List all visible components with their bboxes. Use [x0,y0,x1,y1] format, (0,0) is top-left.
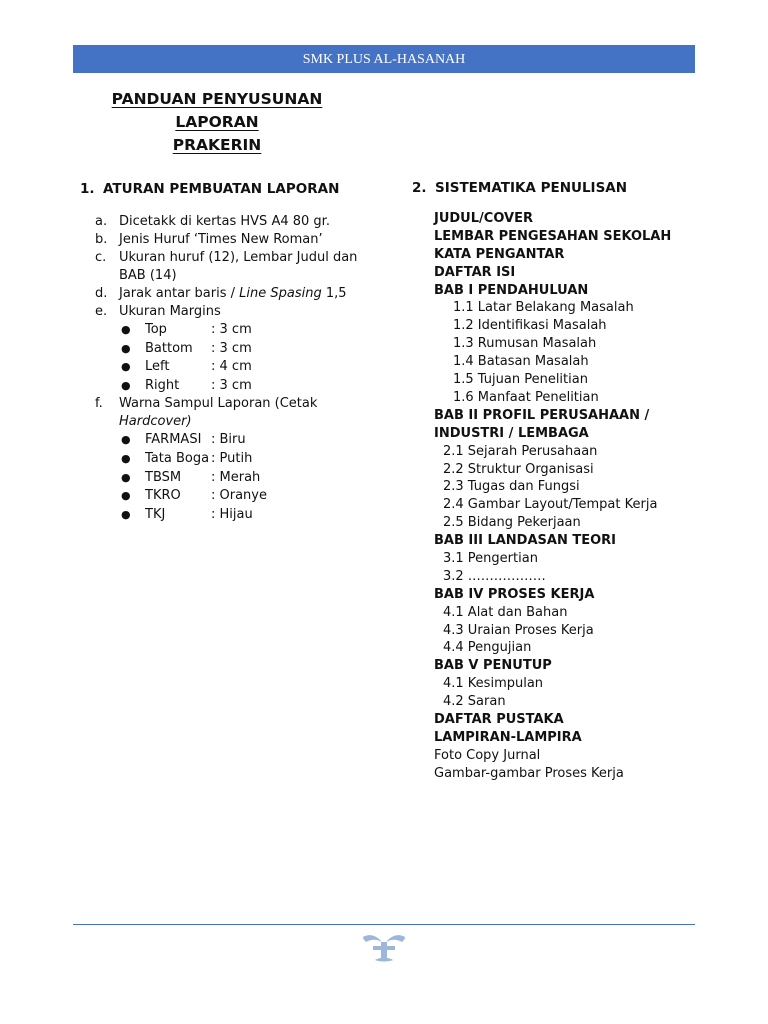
cover-item [121,469,365,488]
section-2-title: SISTEMATIKA PENULISAN [435,180,628,196]
bullet-icon: ● [121,323,131,336]
margin-label: Battom [145,340,193,356]
outline-item: BAB V PENUTUP [434,658,552,674]
outline-item: Gambar-gambar Proses Kerja [434,765,624,781]
outline-item: BAB I PENDAHULUAN [434,282,589,298]
bullet-icon: ● [121,451,131,465]
margin-item [121,358,365,377]
rule-text [119,285,365,303]
margin-item [121,340,365,359]
fleur-ornament-icon [361,932,407,964]
margin-value: : 3 cm [211,377,252,393]
outline-item: 2.3 Tugas dan Fungsi [443,479,580,495]
rules-list [95,213,365,524]
outline-item: 1.6 Manfaat Penelitian [453,389,599,405]
rule-letter: c. [95,250,107,265]
outline-item: 2.4 Gambar Layout/Tempat Kerja [443,497,658,513]
bullet-icon: ● [121,341,131,355]
rule-text [119,395,365,431]
outline-item: 4.4 Pengujian [443,640,532,656]
outline-item: 4.1 Kesimpulan [443,676,544,692]
outline-item: 1.2 Identifikasi Masalah [453,318,607,334]
margin-label: Right [145,377,180,393]
school-name: SMK PLUS AL-HASANAH [302,52,466,67]
bullet-icon: ● [121,433,131,447]
cover-colors-list [121,431,365,524]
outline-item: 4.1 Alat dan Bahan [443,604,568,620]
rule-item [95,213,365,231]
rule-text-italic: Line Spasing [239,286,322,301]
cover-item [121,431,365,450]
outline-item: KATA PENGANTAR [434,246,565,262]
margin-value: : 3 cm [211,322,252,337]
rule-text: Dicetakk di kertas HVS A4 80 gr. [119,214,330,229]
rule-text-part: 1,5 [321,286,347,301]
cover-label: TKJ [145,506,166,522]
rule-letter: a. [95,214,108,229]
cover-value: : Oranye [211,488,267,504]
rule-text: Jenis Huruf ‘Times New Roman’ [119,232,323,247]
bullet-icon: ● [121,378,131,392]
margin-item [121,377,365,396]
bullet-icon: ● [121,360,131,374]
title-line-2: PRAKERIN [172,136,262,154]
bullet-icon: ● [121,489,131,503]
section-2-number: 2. [412,180,427,196]
margin-label: Left [145,359,170,375]
rule-letter: e. [95,304,108,319]
rule-text-italic: Hardcover) [119,414,192,430]
outline-item: 3.2 ……………… [443,568,546,584]
outline-item: 4.2 Saran [443,694,506,710]
header-banner [73,45,695,73]
section-2-heading [412,179,627,197]
outline-item: 1.3 Rumusan Masalah [453,336,597,352]
section-1-number: 1. [80,181,95,197]
writing-outline [434,210,734,783]
margin-value: : 3 cm [211,340,252,356]
rule-text: Ukuran huruf (12), Lembar Judul dan BAB (14) [119,250,358,283]
title-line-1: PANDUAN PENYUSUNAN LAPORAN [111,90,323,131]
margins-list [121,321,365,395]
cover-item [121,487,365,506]
cover-value: : Merah [211,469,261,485]
footer-divider [73,924,695,925]
cover-label: FARMASI [145,432,202,448]
outline-item: 2.2 Struktur Organisasi [443,461,594,477]
rule-text-part: Warna Sampul Laporan (Cetak [119,396,318,412]
rule-item [95,303,365,321]
outline-item: 3.1 Pengertian [443,550,538,566]
rule-text: Ukuran Margins [119,304,221,319]
outline-item: BAB III LANDASAN TEORI [434,533,616,549]
cover-item [121,450,365,469]
rule-item [95,231,365,249]
cover-value: : Putih [211,450,253,466]
rule-item [95,285,365,303]
outline-item: 4.3 Uraian Proses Kerja [443,622,594,638]
rule-item [95,249,365,285]
section-1-heading [80,180,339,198]
outline-item: 2.5 Bidang Pekerjaan [443,515,581,531]
outline-item: 1.4 Batasan Masalah [453,354,589,370]
outline-item: LAMPIRAN-LAMPIRA [434,729,582,745]
outline-item: JUDUL/COVER [434,211,533,226]
outline-item: BAB IV PROSES KERJA [434,586,595,602]
outline-item: 1.5 Tujuan Penelitian [453,372,588,388]
cover-label: Tata Boga [145,450,210,466]
cover-item [121,506,365,525]
cover-label: TBSM [145,469,182,485]
cover-value: : Biru [211,432,246,448]
rule-letter: d. [95,286,108,301]
bullet-icon: ● [121,507,131,521]
cover-value: : Hijau [211,506,253,522]
outline-item: Foto Copy Jurnal [434,747,541,763]
section-1-title: ATURAN PEMBUATAN LAPORAN [103,181,340,197]
outline-item: LEMBAR PENGESAHAN SEKOLAH [434,228,672,244]
outline-item: 2.1 Sejarah Perusahaan [443,443,598,459]
document-title [74,88,360,157]
bullet-icon: ● [121,470,131,484]
rule-text-part: Jarak antar baris / [119,286,240,301]
outline-item: DAFTAR ISI [434,264,516,280]
rule-item [95,395,365,431]
outline-item: 1.1 Latar Belakang Masalah [453,300,634,316]
margin-value: : 4 cm [211,359,252,375]
cover-label: TKRO [145,488,181,504]
rule-letter: b. [95,232,108,247]
rule-letter: f. [95,396,103,412]
margin-label: Top [145,322,167,337]
outline-item: BAB II PROFIL PERUSAHAAN / INDUSTRI / LEMBAGA [434,407,650,441]
margin-item [121,321,365,340]
outline-item: DAFTAR PUSTAKA [434,711,564,727]
